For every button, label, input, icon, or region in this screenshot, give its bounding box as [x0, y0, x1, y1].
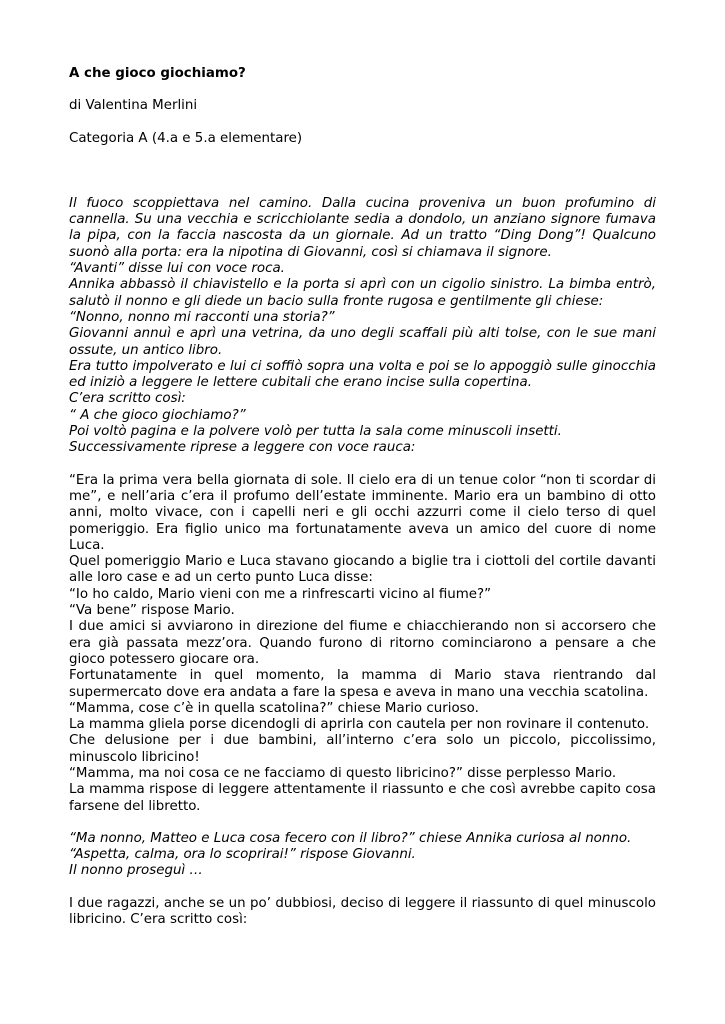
paragraph: “Era la prima vera bella giornata di sole. Il cielo era di un tenue color “non ti scordar di me”, e nell’aria c’era il profumo dell’estate imminente. Mario era un bambino di otto anni, molto vivace, con i capelli neri e gli occhi azzurri come il cielo terso di quel pomeriggio. Era figlio unico ma fortunatamente aveva un amico del cuore di nome Luca. [69, 472, 656, 553]
paragraph: “Nonno, nonno mi racconti una storia?” [69, 309, 335, 325]
paragraph: “Mamma, cose c’è in quella scatolina?” chiese Mario curioso. [69, 700, 479, 716]
paragraph: Giovanni annuì e aprì una vetrina, da uno degli scaffali più alti tolse, con le sue mani ossute, un antico libro. [69, 326, 656, 358]
paragraph: “Io ho caldo, Mario vieni con me a rinfrescarti vicino al fiume?” [69, 586, 492, 602]
paragraph: Successivamente riprese a leggere con voce rauca: [69, 440, 416, 456]
paragraph: “Ma nonno, Matteo e Luca cosa fecero con il libro?” chiese Annika curiosa al nonno. [69, 830, 632, 846]
paragraph: “ A che gioco giochiamo?” [69, 407, 246, 423]
paragraph: Poi voltò pagina e la polvere volò per tutta la sala come minuscoli insetti. [69, 424, 562, 440]
paragraph: La mamma gliela porse dicendogli di aprirla con cautela per non rovinare il contenuto. [69, 717, 650, 733]
continuation-section [69, 896, 656, 929]
paragraph: “Aspetta, calma, ora lo scoprirai!” rispose Giovanni. [69, 847, 416, 863]
author-line: di Valentina Merlini [69, 98, 198, 114]
paragraph: Fortunatamente in quel momento, la mamma di Mario stava rientrando dal supermercato dove era andata a fare la spesa e aveva in mano una vecchia scatolina. [69, 668, 656, 700]
paragraph: Quel pomeriggio Mario e Luca stavano giocando a biglie tra i ciottoli del cortile davanti alle loro case e ad un certo punto Luca disse: [69, 554, 656, 586]
paragraph: I due ragazzi, anche se un po’ dubbiosi, deciso di leggere il riassunto di quel minuscolo libricino. C’era scritto così: [69, 895, 656, 928]
paragraph: Il nonno proseguì … [69, 863, 203, 879]
dialogue-section [69, 831, 656, 880]
paragraph: Annika abbassò il chiavistello e la porta si aprì con un cigolio sinistro. La bimba entrò, salutò il nonno e gli diede un bacio sulla fronte rugosa e gentilmente gli chiese: [69, 277, 656, 309]
paragraph: “Va bene” rispose Mario. [69, 603, 235, 619]
document-body [69, 66, 656, 928]
paragraph: “Avanti” disse lui con voce roca. [69, 261, 285, 277]
intro-section [69, 196, 656, 457]
paragraph: Era tutto impolverato e lui ci soffiò sopra una volta e poi se lo appoggiò sulle ginocchia ed iniziò a leggere le lettere cubitali che erano incise sulla copertina. [69, 358, 656, 391]
paragraph: La mamma rispose di leggere attentamente il riassunto e che così avrebbe capito cosa farsene del libretto. [69, 782, 656, 814]
paragraph: Il fuoco scoppiettava nel camino. Dalla cucina proveniva un buon profumino di cannella. Su una vecchia e scricchiolante sedia a dondolo, un anziano signore fumava la pipa, con la faccia nascosta da un giornale. Ad un tratto “Ding Dong”! Qualcuno suonò alla porta: era la nipotina di Giovanni, così si chiamava il signore. [69, 195, 656, 260]
story-in-book-section [69, 473, 656, 815]
category-line: Categoria A (4.a e 5.a elementare) [69, 130, 303, 146]
paragraph: I due amici si avviarono in direzione del fiume e chiacchierando non si accorsero che era già passata mezz’ora. Quando furono di ritorno cominciarono a pensare a che gioco potessero giocare ora. [69, 619, 656, 667]
paragraph: “Mamma, ma noi cosa ce ne facciamo di questo libricino?” disse perplesso Mario. [69, 765, 617, 781]
story-title: A che gioco giochiamo? [69, 66, 246, 81]
paragraph: Che delusione per i due bambini, all’interno c’era solo un piccolo, piccolissimo, minuscolo libricino! [69, 733, 656, 765]
paragraph: C’era scritto così: [69, 391, 186, 407]
